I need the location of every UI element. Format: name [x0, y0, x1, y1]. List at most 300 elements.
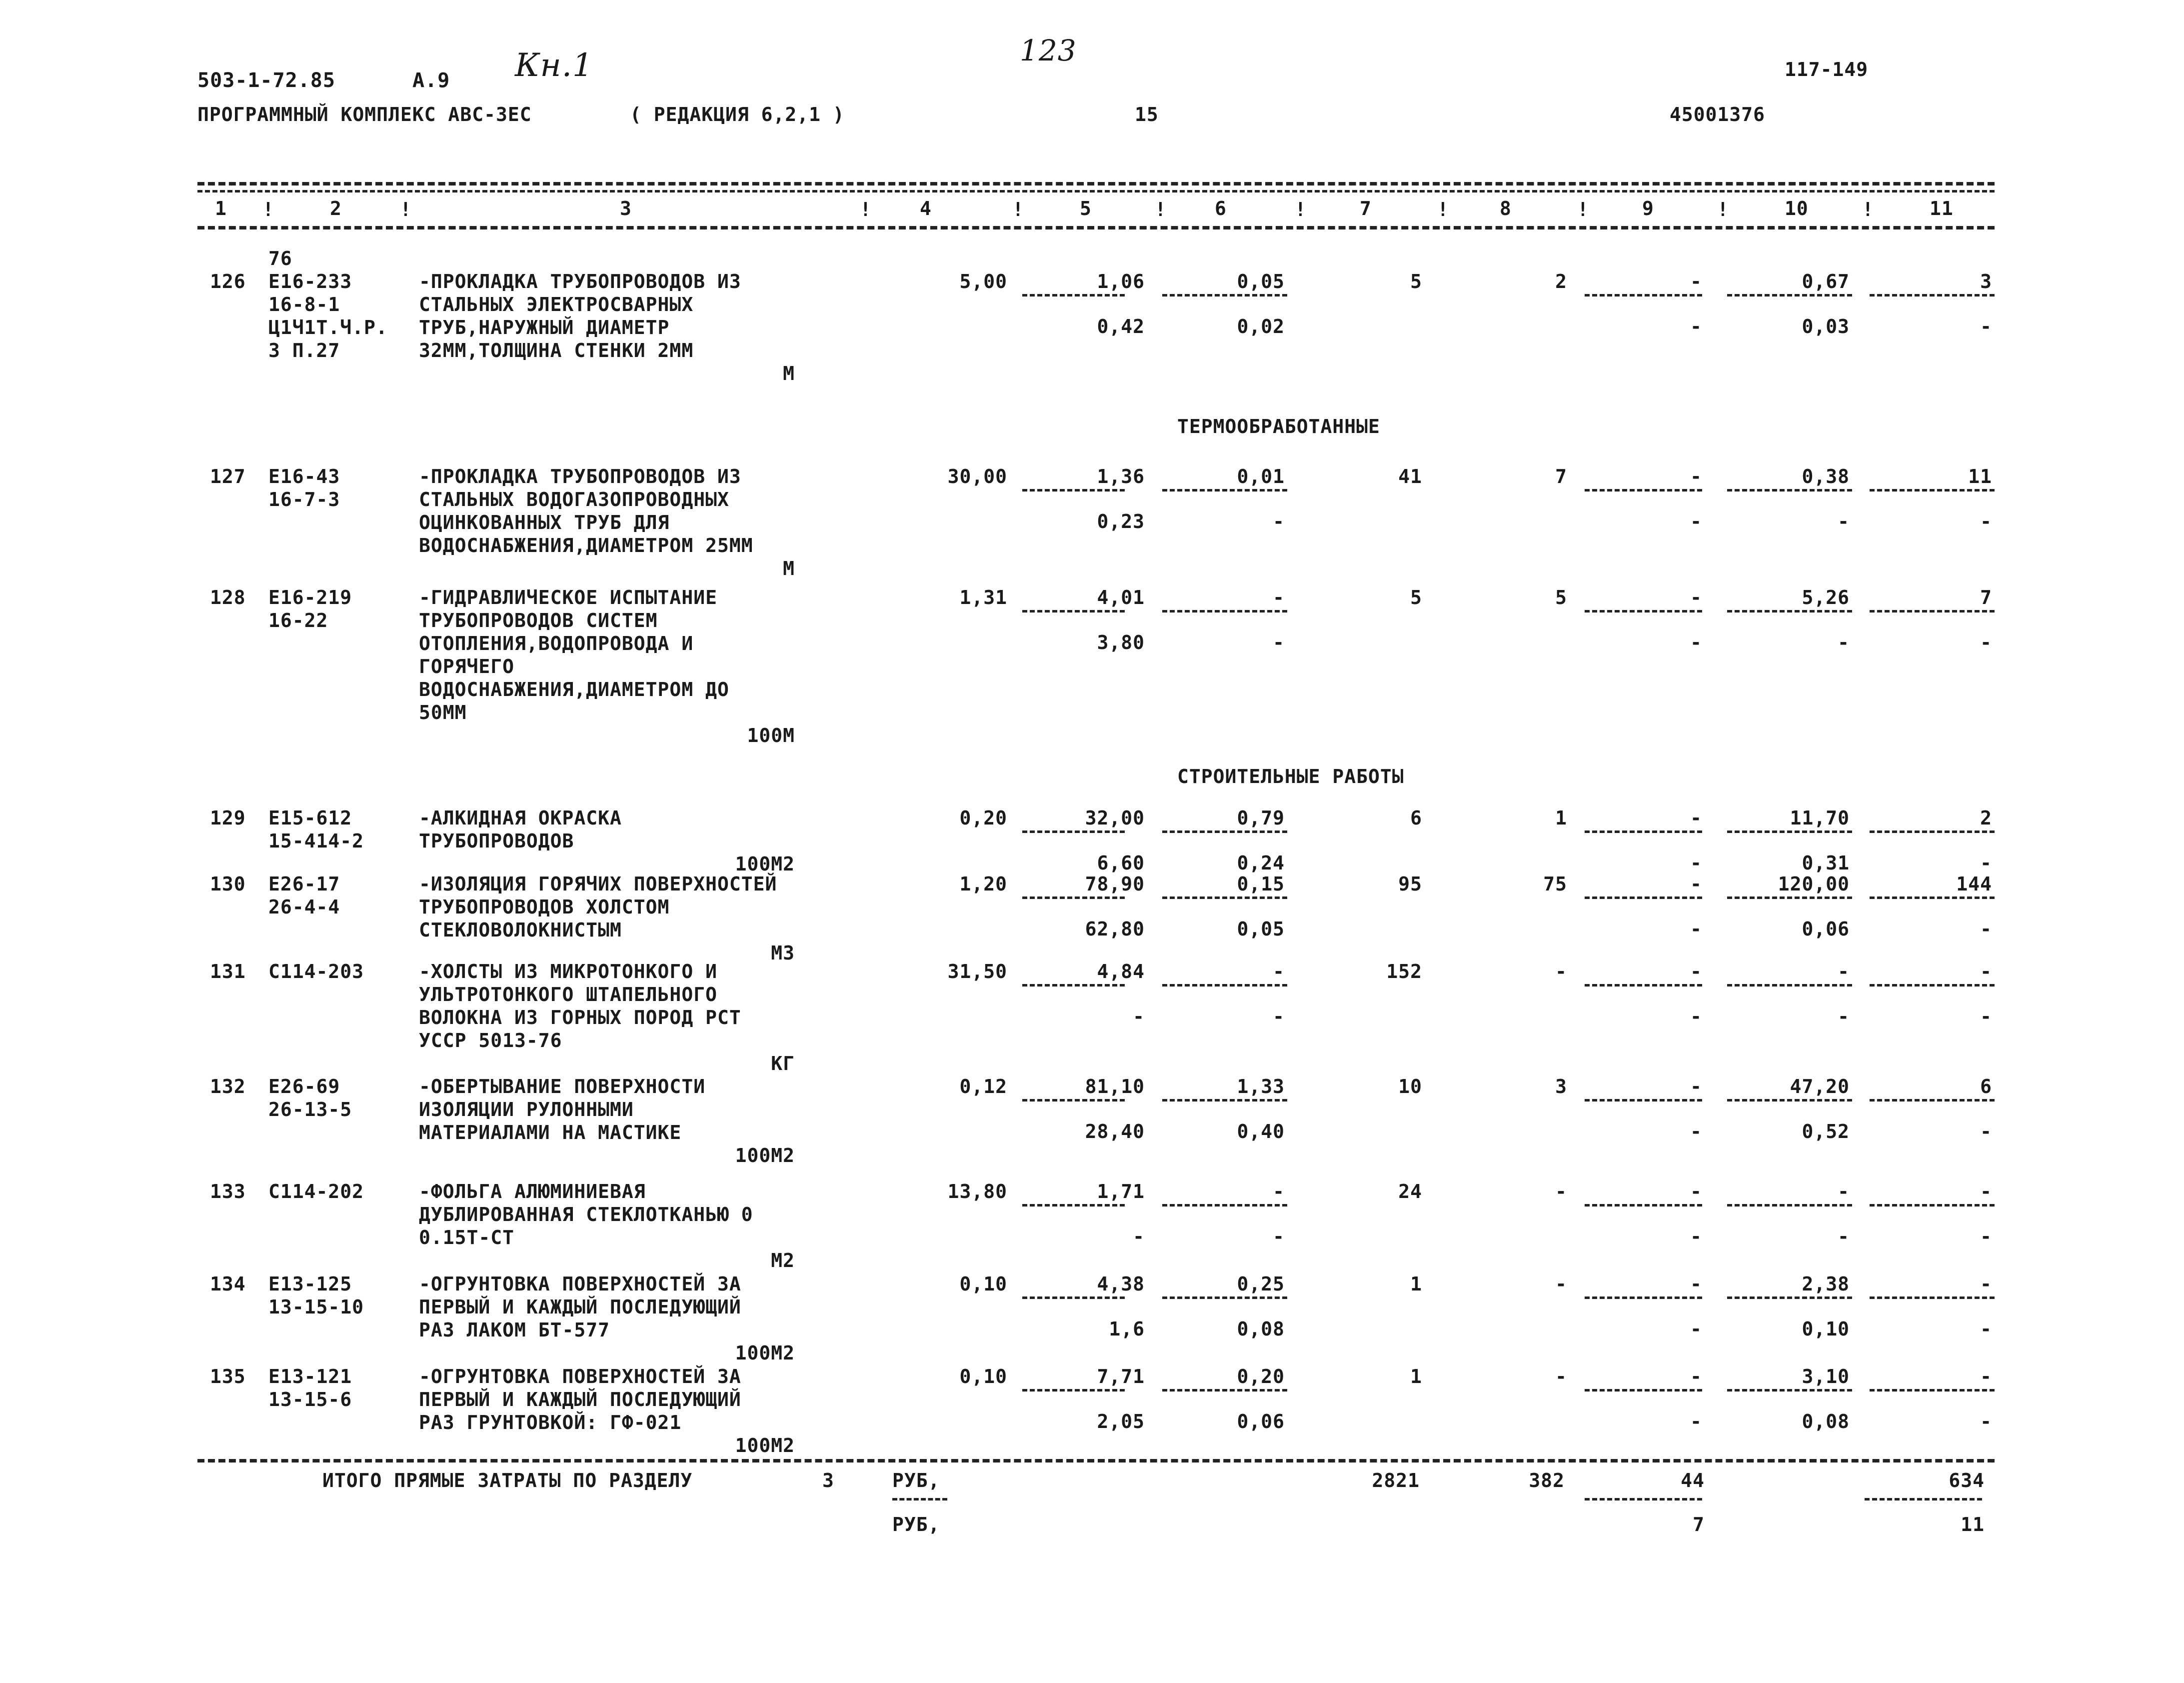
row-description-line: -ФОЛЬГА АЛЮМИНИЕВАЯ [419, 1180, 646, 1202]
cell-col5-upper: 32,00 [1085, 807, 1145, 829]
cell-divider-c6 [1162, 1389, 1287, 1392]
cell-col6-upper: 1,33 [1237, 1076, 1285, 1098]
row-description-line: -ПРОКЛАДКА ТРУБОПРОВОДОВ ИЗ [419, 466, 741, 488]
cell-col4: 0,10 [959, 1366, 1007, 1388]
cell-col4: 31,50 [947, 960, 1007, 982]
column-separator: ! [1862, 198, 1874, 220]
cell-col11-upper: - [1980, 1366, 1992, 1388]
column-header-10: 10 [1785, 198, 1809, 220]
cell-col6-upper: 0,25 [1237, 1273, 1285, 1295]
row-description-line: 32ММ,ТОЛЩИНА СТЕНКИ 2ММ [419, 340, 694, 362]
row-code: Е26-69 [268, 1076, 340, 1098]
cell-col5-lower: 0,23 [1097, 510, 1145, 532]
cell-col5-upper: 1,36 [1097, 466, 1145, 488]
cell-divider-c11 [1870, 610, 1995, 612]
cell-divider-c5 [1022, 1099, 1125, 1102]
cell-col9-lower: - [1690, 1226, 1702, 1248]
cell-col9-upper: - [1690, 960, 1702, 982]
cell-col7: 10 [1398, 1076, 1422, 1098]
cell-col9-lower: - [1690, 510, 1702, 532]
cell-col6-lower: - [1273, 1226, 1285, 1248]
cell-col5-upper: 4,84 [1097, 960, 1145, 982]
cell-divider-c10 [1727, 1204, 1852, 1206]
cell-col7: 41 [1398, 466, 1422, 488]
cell-divider-c6 [1162, 489, 1287, 492]
cell-col8: - [1555, 1366, 1567, 1388]
cell-col6-lower: - [1273, 510, 1285, 532]
cell-col5-lower: - [1133, 1226, 1145, 1248]
album-label: А.9 [412, 69, 450, 92]
cell-col10-lower: - [1838, 510, 1850, 532]
column-separator: ! [1717, 198, 1729, 220]
cell-col7: 5 [1410, 586, 1422, 608]
cell-divider-c6 [1162, 830, 1287, 833]
column-header-8: 8 [1500, 198, 1512, 220]
row-description-line: ТРУБОПРОВОДОВ [419, 830, 574, 852]
cell-divider-c11 [1870, 984, 1995, 986]
row-number: 134 [210, 1273, 246, 1295]
row-code: 15-414-2 [268, 830, 364, 852]
cell-col7: 1 [1410, 1273, 1422, 1295]
row-description-line: УЛЬТРОТОНКОГО ШТАПЕЛЬНОГО [419, 984, 717, 1006]
cell-divider-c11 [1870, 489, 1995, 492]
cell-col4: 5,00 [959, 270, 1007, 292]
table-top-rule [197, 182, 1995, 186]
doc-number: 45001376 [1670, 104, 1766, 126]
row-number: 132 [210, 1076, 246, 1098]
row-description-line: УССР 5013-76 [419, 1030, 562, 1052]
cell-divider-c6 [1162, 1296, 1287, 1299]
cell-divider-c9 [1585, 610, 1702, 612]
cell-divider-c11 [1870, 830, 1995, 833]
cell-col8: 1 [1555, 807, 1567, 829]
row-code: 13-15-6 [268, 1388, 352, 1410]
row-description-line: ТРУБОПРОВОДОВ СИСТЕМ [419, 610, 658, 632]
cell-col10-upper: - [1838, 1180, 1850, 1202]
row-code: Е16-43 [268, 466, 340, 488]
row-code: Е15-612 [268, 807, 352, 829]
row-code: С114-202 [268, 1180, 364, 1202]
row-description-line: ГОРЯЧЕГО [419, 656, 515, 678]
row-description-line: СТАЛЬНЫХ ЭЛЕКТРОСВАРНЫХ [419, 294, 694, 316]
column-separator: ! [1437, 198, 1449, 220]
row-code: 16-8-1 [268, 294, 340, 316]
row-description-line: ИЗОЛЯЦИИ РУЛОННЫМИ [419, 1098, 634, 1120]
row-description-line: -ИЗОЛЯЦИЯ ГОРЯЧИХ ПОВЕРХНОСТЕЙ [419, 873, 777, 895]
cell-col6-upper: - [1273, 586, 1285, 608]
cell-col10-lower: 0,31 [1802, 852, 1850, 874]
cell-divider-c11 [1870, 896, 1995, 899]
cell-col11-lower: - [1980, 1318, 1992, 1340]
cell-divider-c5 [1022, 1204, 1125, 1206]
cell-col5-lower: 2,05 [1097, 1410, 1145, 1432]
cell-col10-lower: - [1838, 632, 1850, 654]
cell-col10-upper: - [1838, 960, 1850, 982]
cell-divider-c6 [1162, 1204, 1287, 1206]
cell-col6-upper: - [1273, 960, 1285, 982]
cell-divider-c9 [1585, 984, 1702, 986]
row-code: Е13-125 [268, 1273, 352, 1295]
cell-divider-c5 [1022, 610, 1125, 612]
totals-col8: 382 [1529, 1470, 1565, 1492]
row-number: 128 [210, 586, 246, 608]
cell-col11-upper: 144 [1956, 873, 1992, 895]
row-unit: 100М2 [735, 1434, 795, 1456]
totals-col11a: 634 [1949, 1470, 1985, 1492]
cell-divider-c5 [1022, 896, 1125, 899]
cell-col8: - [1555, 960, 1567, 982]
cell-divider-c9 [1585, 896, 1702, 899]
row-description-line: -ГИДРАВЛИЧЕСКОЕ ИСПЫТАНИЕ [419, 586, 717, 608]
cell-col8: - [1555, 1180, 1567, 1202]
cell-col7: 6 [1410, 807, 1422, 829]
cell-divider-c11 [1870, 1099, 1995, 1102]
row-description-line: ОТОПЛЕНИЯ,ВОДОПРОВОДА И [419, 632, 694, 654]
cell-col5-upper: 4,38 [1097, 1273, 1145, 1295]
cell-col10-upper: 47,20 [1790, 1076, 1850, 1098]
cell-divider-c9 [1585, 294, 1702, 296]
cell-col11-lower: - [1980, 852, 1992, 874]
table-top-rule-2 [197, 190, 1995, 192]
cell-divider-c9 [1585, 830, 1702, 833]
cell-col11-upper: 2 [1980, 807, 1992, 829]
cell-col11-lower: - [1980, 632, 1992, 654]
cell-col9-lower: - [1690, 1318, 1702, 1340]
row-code: 26-4-4 [268, 896, 340, 918]
row-code: Е26-17 [268, 873, 340, 895]
cell-col9-lower: - [1690, 852, 1702, 874]
cell-col5-lower: - [1133, 1006, 1145, 1028]
cell-divider-c10 [1727, 1389, 1852, 1392]
cell-col9-lower: - [1690, 1410, 1702, 1432]
cell-col11-upper: 3 [1980, 270, 1992, 292]
cell-divider-c10 [1727, 294, 1852, 296]
cell-col10-lower: 0,08 [1802, 1410, 1850, 1432]
cell-col9-lower: - [1690, 1006, 1702, 1028]
totals-rule [197, 1459, 1995, 1462]
row-description-line: ПЕРВЫЙ И КАЖДЫЙ ПОСЛЕДУЮЩИЙ [419, 1296, 741, 1318]
row-unit: 100М2 [735, 1342, 795, 1364]
cell-col8: - [1555, 1273, 1567, 1295]
cell-divider-c10 [1727, 830, 1852, 833]
cell-divider-c11 [1870, 1296, 1995, 1299]
cell-col6-lower: 0,24 [1237, 852, 1285, 874]
cell-col5-upper: 78,90 [1085, 873, 1145, 895]
row-description-line: ТРУБ,НАРУЖНЫЙ ДИАМЕТР [419, 316, 670, 338]
row-code: 3 П.27 [268, 340, 340, 362]
totals-col7: 2821 [1372, 1470, 1420, 1492]
row-description-line: РАЗ ГРУНТОВКОЙ: ГФ-021 [419, 1412, 682, 1434]
cell-col9-upper: - [1690, 270, 1702, 292]
row-description-line: ОЦИНКОВАННЫХ ТРУБ ДЛЯ [419, 512, 670, 534]
column-header-7: 7 [1360, 198, 1372, 220]
row-code: Ц1Ч1Т.Ч.Р. [268, 316, 388, 338]
cell-col11-upper: - [1980, 960, 1992, 982]
cell-col10-upper: 0,38 [1802, 466, 1850, 488]
cell-col9-upper: - [1690, 1273, 1702, 1295]
cell-col9-upper: - [1690, 1180, 1702, 1202]
cell-divider-c10 [1727, 610, 1852, 612]
cell-col6-upper: 0,01 [1237, 466, 1285, 488]
cell-col5-upper: 81,10 [1085, 1076, 1145, 1098]
cell-divider-c5 [1022, 1296, 1125, 1299]
row-description-line: ВОДОСНАБЖЕНИЯ,ДИАМЕТРОМ 25ММ [419, 534, 753, 556]
row-description-line: ВОЛОКНА ИЗ ГОРНЫХ ПОРОД РСТ [419, 1006, 741, 1028]
cell-col10-lower: - [1838, 1226, 1850, 1248]
cell-col10-lower: 0,52 [1802, 1120, 1850, 1142]
cell-col6-upper: - [1273, 1180, 1285, 1202]
cell-col8: 2 [1555, 270, 1567, 292]
cell-divider-c9 [1585, 489, 1702, 492]
cell-col9-upper: - [1690, 586, 1702, 608]
row-unit: 100М [747, 724, 795, 746]
row-code: 13-15-10 [268, 1296, 364, 1318]
totals-currency-a: РУБ, [892, 1470, 940, 1492]
row-description-line: -ХОЛСТЫ ИЗ МИКРОТОНКОГО И [419, 960, 717, 982]
section-heading: СТРОИТЕЛЬНЫЕ РАБОТЫ [1177, 766, 1404, 788]
cell-col4: 13,80 [947, 1180, 1007, 1202]
cell-col10-lower: 0,03 [1802, 316, 1850, 338]
cell-col6-upper: 0,15 [1237, 873, 1285, 895]
cell-col10-upper: 0,67 [1802, 270, 1850, 292]
cell-divider-c5 [1022, 830, 1125, 833]
row-description-line: -АЛКИДНАЯ ОКРАСКА [419, 807, 622, 829]
row-unit: М3 [771, 942, 795, 964]
row-number: 133 [210, 1180, 246, 1202]
totals-col11-dash [1865, 1498, 1982, 1500]
row-description-line: -ОБЕРТЫВАНИЕ ПОВЕРХНОСТИ [419, 1076, 706, 1098]
cell-col10-upper: 11,70 [1790, 807, 1850, 829]
row-description-line: ДУБЛИРОВАННАЯ СТЕКЛОТКАНЬЮ 0 [419, 1204, 753, 1226]
cell-col9-upper: - [1690, 873, 1702, 895]
row-description-line: ТРУБОПРОВОДОВ ХОЛСТОМ [419, 896, 670, 918]
cell-col11-lower: - [1980, 1120, 1992, 1142]
cell-divider-c5 [1022, 489, 1125, 492]
column-header-4: 4 [920, 198, 932, 220]
section-heading: ТЕРМООБРАБОТАННЫЕ [1177, 416, 1380, 438]
row-code: С114-203 [268, 960, 364, 982]
row-description-line: СТАЛЬНЫХ ВОДОГАЗОПРОВОДНЫХ [419, 488, 729, 510]
cell-divider-c5 [1022, 984, 1125, 986]
row-unit: М2 [771, 1250, 795, 1272]
row-description-line: 0.15Т-СТ [419, 1226, 515, 1248]
cell-divider-c9 [1585, 1389, 1702, 1392]
cell-col6-upper: 0,05 [1237, 270, 1285, 292]
totals-col9a: 44 [1681, 1470, 1705, 1492]
row-description-line: СТЕКЛОВОЛОКНИСТЫМ [419, 919, 622, 941]
cell-col4: 30,00 [947, 466, 1007, 488]
cell-col5-lower: 6,60 [1097, 852, 1145, 874]
row-code: 16-22 [268, 610, 328, 632]
row-description-line: -ОГРУНТОВКА ПОВЕРХНОСТЕЙ ЗА [419, 1273, 741, 1295]
cell-divider-c10 [1727, 1296, 1852, 1299]
cell-col7: 24 [1398, 1180, 1422, 1202]
row-number: 131 [210, 960, 246, 982]
cell-col10-upper: 2,38 [1802, 1273, 1850, 1295]
cell-col6-lower: - [1273, 632, 1285, 654]
cell-col8: 5 [1555, 586, 1567, 608]
cell-col9-lower: - [1690, 316, 1702, 338]
column-separator: ! [1577, 198, 1589, 220]
totals-col9b: 7 [1693, 1514, 1705, 1536]
cell-col11-lower: - [1980, 1226, 1992, 1248]
cell-col7: 1 [1410, 1366, 1422, 1388]
cell-col5-lower: 3,80 [1097, 632, 1145, 654]
cell-col5-lower: 0,42 [1097, 316, 1145, 338]
column-header-6: 6 [1215, 198, 1227, 220]
row-description-line: -ПРОКЛАДКА ТРУБОПРОВОДОВ ИЗ [419, 270, 741, 292]
column-header-2: 2 [330, 198, 342, 220]
row-description-line: 50ММ [419, 702, 467, 724]
cell-col6-lower: 0,06 [1237, 1410, 1285, 1432]
row-unit: М [783, 362, 795, 384]
cell-col10-lower: 0,10 [1802, 1318, 1850, 1340]
cell-col10-upper: 5,26 [1802, 586, 1850, 608]
cell-divider-c6 [1162, 294, 1287, 296]
totals-currency-dash [892, 1498, 947, 1500]
cell-col9-upper: - [1690, 807, 1702, 829]
cell-col11-upper: 6 [1980, 1076, 1992, 1098]
cell-col4: 0,12 [959, 1076, 1007, 1098]
column-separator: ! [400, 198, 412, 220]
totals-currency-b: РУБ, [892, 1514, 940, 1536]
totals-label: ИТОГО ПРЯМЫЕ ЗАТРАТЫ ПО РАЗДЕЛУ [322, 1470, 693, 1492]
cell-col5-upper: 1,06 [1097, 270, 1145, 292]
row-number: 130 [210, 873, 246, 895]
row-code: 16-7-3 [268, 488, 340, 510]
row-number: 135 [210, 1366, 246, 1388]
cell-col10-lower: 0,06 [1802, 918, 1850, 940]
column-separator: ! [1012, 198, 1024, 220]
column-header-9: 9 [1642, 198, 1654, 220]
cell-col7: 95 [1398, 873, 1422, 895]
cell-divider-c11 [1870, 1204, 1995, 1206]
totals-col11b: 11 [1961, 1514, 1985, 1536]
cell-divider-c6 [1162, 1099, 1287, 1102]
cell-col6-lower: 0,05 [1237, 918, 1285, 940]
cell-col8: 3 [1555, 1076, 1567, 1098]
totals-section: 3 [822, 1470, 834, 1492]
cell-col9-upper: - [1690, 1076, 1702, 1098]
cell-divider-c9 [1585, 1099, 1702, 1102]
cell-divider-c10 [1727, 896, 1852, 899]
column-separator: ! [1295, 198, 1307, 220]
sheet-ref: 117-149 [1785, 58, 1869, 80]
cell-col11-lower: - [1980, 918, 1992, 940]
header-bottom-rule [197, 226, 1995, 230]
cell-divider-c11 [1870, 294, 1995, 296]
column-header-1: 1 [215, 198, 227, 220]
cell-divider-c10 [1727, 489, 1852, 492]
cell-divider-c9 [1585, 1204, 1702, 1206]
cell-divider-c5 [1022, 294, 1125, 296]
row-description-line: -ОГРУНТОВКА ПОВЕРХНОСТЕЙ ЗА [419, 1366, 741, 1388]
cell-col11-upper: - [1980, 1273, 1992, 1295]
cell-col4: 1,31 [959, 586, 1007, 608]
cell-col9-upper: - [1690, 466, 1702, 488]
row-description-line: ПЕРВЫЙ И КАЖДЫЙ ПОСЛЕДУЮЩИЙ [419, 1388, 741, 1410]
cell-divider-c6 [1162, 896, 1287, 899]
cell-col5-lower: 1,6 [1109, 1318, 1145, 1340]
book-handwritten: Кн.1 [515, 47, 593, 84]
cell-col6-upper: 0,20 [1237, 1366, 1285, 1388]
cell-col11-lower: - [1980, 316, 1992, 338]
cell-col6-lower: 0,02 [1237, 316, 1285, 338]
row-unit: М [783, 558, 795, 580]
row-unit: 100М2 [735, 853, 795, 875]
cell-col9-lower: - [1690, 918, 1702, 940]
page-handwritten: 123 [1020, 34, 1077, 68]
row-description-line: ВОДОСНАБЖЕНИЯ,ДИАМЕТРОМ ДО [419, 678, 729, 700]
cell-col7: 152 [1386, 960, 1422, 982]
cell-col8: 75 [1543, 873, 1567, 895]
column-header-5: 5 [1080, 198, 1092, 220]
cell-col6-upper: 0,79 [1237, 807, 1285, 829]
cell-col5-upper: 1,71 [1097, 1180, 1145, 1202]
totals-col9-dash [1585, 1498, 1702, 1500]
row-code: Е13-121 [268, 1366, 352, 1388]
cell-col5-upper: 4,01 [1097, 586, 1145, 608]
cell-col5-lower: 62,80 [1085, 918, 1145, 940]
row-code: 26-13-5 [268, 1098, 352, 1120]
row-number: 126 [210, 270, 246, 292]
cell-col4: 0,10 [959, 1273, 1007, 1295]
edition-label: ( РЕДАКЦИЯ 6,2,1 ) [630, 104, 845, 126]
cell-divider-c9 [1585, 1296, 1702, 1299]
cell-col6-lower: 0,40 [1237, 1120, 1285, 1142]
row-number: 127 [210, 466, 246, 488]
column-separator: ! [1155, 198, 1167, 220]
cell-col5-lower: 28,40 [1085, 1120, 1145, 1142]
cell-divider-c10 [1727, 984, 1852, 986]
column-header-11: 11 [1930, 198, 1954, 220]
cell-col11-lower: - [1980, 1410, 1992, 1432]
column-separator: ! [860, 198, 872, 220]
cell-col5-upper: 7,71 [1097, 1366, 1145, 1388]
cell-col11-lower: - [1980, 510, 1992, 532]
cell-col7: 5 [1410, 270, 1422, 292]
cell-col11-upper: - [1980, 1180, 1992, 1202]
cell-col10-upper: 3,10 [1802, 1366, 1850, 1388]
row-code: Е16-219 [268, 586, 352, 608]
row-unit: 100М2 [735, 1144, 795, 1166]
cell-col10-lower: - [1838, 1006, 1850, 1028]
row-code: Е16-233 [268, 270, 352, 292]
cell-col9-lower: - [1690, 632, 1702, 654]
cell-divider-c11 [1870, 1389, 1995, 1392]
row-unit: КГ [771, 1052, 795, 1074]
column-separator: ! [262, 198, 274, 220]
cell-col11-lower: - [1980, 1006, 1992, 1028]
cell-col6-lower: - [1273, 1006, 1285, 1028]
cell-divider-c5 [1022, 1389, 1125, 1392]
cell-col11-upper: 11 [1968, 466, 1992, 488]
cell-col4: 0,20 [959, 807, 1007, 829]
cell-col11-upper: 7 [1980, 586, 1992, 608]
cell-col6-lower: 0,08 [1237, 1318, 1285, 1340]
program-name: ПРОГРАММНЫЙ КОМПЛЕКС АВС-3ЕС [197, 104, 532, 126]
cell-divider-c6 [1162, 610, 1287, 612]
doc-code: 503-1-72.85 [197, 69, 335, 92]
row-description-line: РАЗ ЛАКОМ БТ-577 [419, 1319, 610, 1341]
row-prefix: 76 [268, 248, 292, 270]
cell-col8: 7 [1555, 466, 1567, 488]
page-number: 15 [1135, 104, 1159, 126]
row-description-line: МАТЕРИАЛАМИ НА МАСТИКЕ [419, 1122, 682, 1144]
cell-col9-lower: - [1690, 1120, 1702, 1142]
column-header-3: 3 [620, 198, 632, 220]
row-number: 129 [210, 807, 246, 829]
